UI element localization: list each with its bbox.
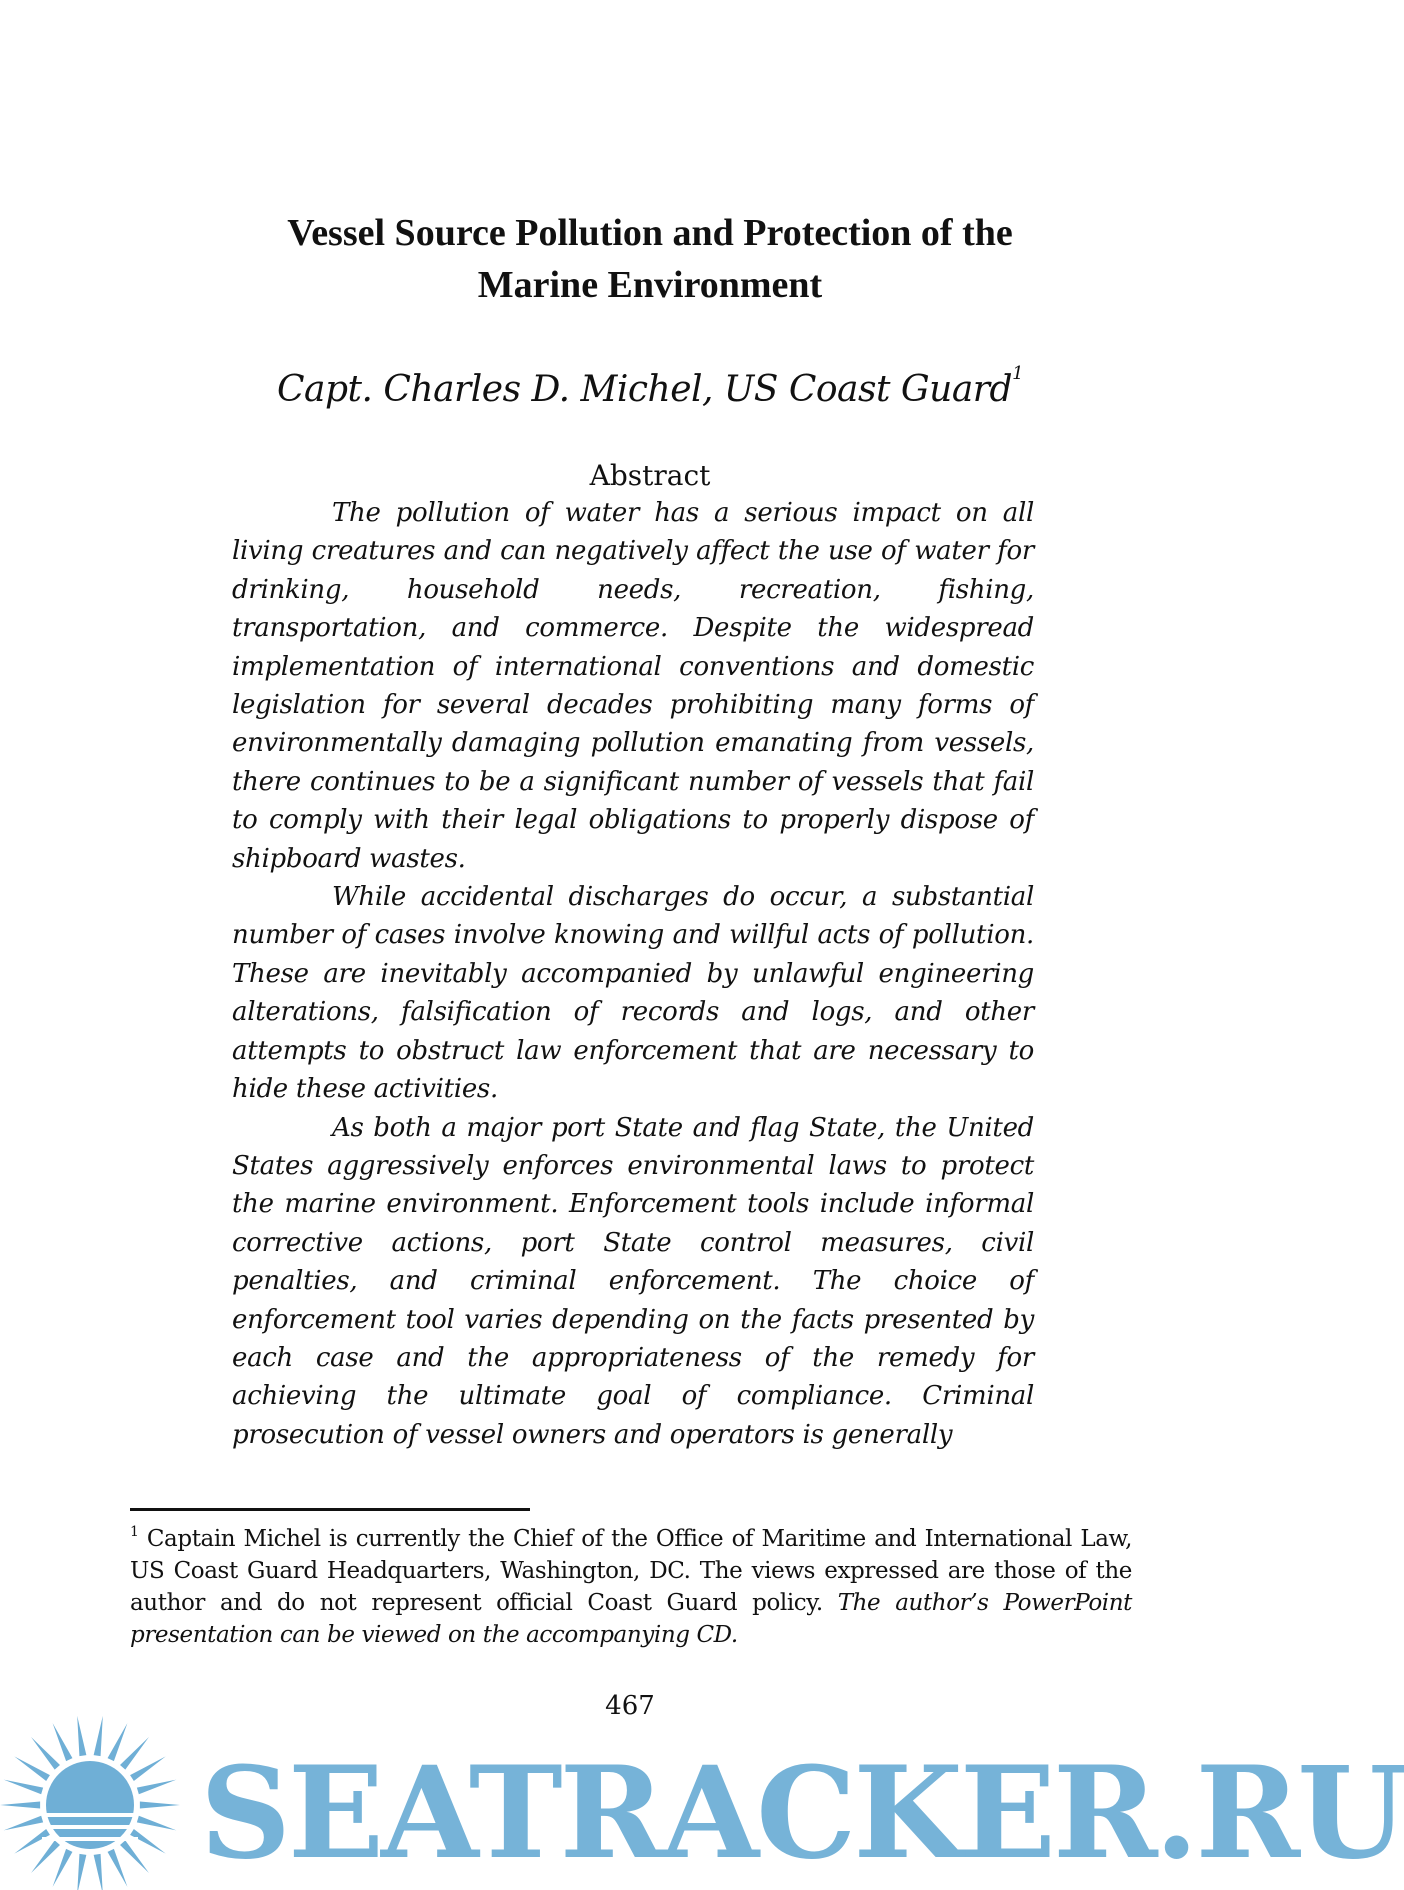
- footnote: [130, 1523, 1132, 1651]
- footnote-text: Captain Michel is currently the Chief of the Office of Maritime and International Law, US Coast Guard Headquarters, Washington, DC. The views expressed are those of the author and do not represent official Coast Guard policy.: [130, 1526, 1132, 1616]
- sun-core: [46, 1761, 134, 1849]
- page-number: 467: [605, 1691, 655, 1721]
- sun-horizon-line: [42, 1837, 138, 1841]
- author-byline: [240, 360, 1060, 420]
- footnote-separator: [130, 1508, 530, 1511]
- sun-horizon-line: [42, 1813, 138, 1817]
- author-name: Capt. Charles D. Michel, US Coast Guard: [276, 369, 1013, 410]
- abstract-paragraph: While accidental discharges do occur, a substantial number of cases involve knowing and willful acts of pollution. These are inevitably accompanied by unlawful engineering alterations, falsification of records and logs, and other attempts to obstruct law enforcement that are necessary to hide these activities.: [232, 882, 1034, 1105]
- paper-title: [240, 207, 1060, 311]
- footnote-italic-text: The author’s PowerPoint presentation can be viewed on the accompanying CD.: [130, 1590, 1132, 1648]
- sun-icon: [0, 1716, 180, 1890]
- watermark-text: SEATRACKER.RU: [200, 1739, 1404, 1887]
- abstract-paragraph: The pollution of water has a serious impact on all living creatures and can negatively affect the use of water for drinking, household needs, recreation, fishing, transportation, and commerce. Despite the widespread implementation of international conventions and domestic legislation for several decades prohibiting many forms of environmentally damaging pollution emanating from vessels, there continues to be a significant number of vessels that fail to comply with their legal obligations to properly dispose of shipboard wastes.: [232, 498, 1034, 874]
- footnote-number: 1: [130, 1524, 139, 1540]
- author-footnote-mark: 1: [1012, 363, 1024, 384]
- abstract-paragraph: As both a major port State and flag State, the United States aggressively enforces environmental laws to protect the marine environment. Enforcement tools include informal corrective actions, port State control measures, civil penalties, and criminal enforcement. The choice of enforcement tool varies depending on the facts presented by each case and the appropriateness of the remedy for achieving the ultimate goal of compliance. Criminal prosecution of vessel owners and operators is generally: [232, 1112, 1034, 1450]
- abstract-body: [232, 494, 1034, 1454]
- sun-horizon-line: [42, 1825, 138, 1829]
- paper-title-line-1: Vessel Source Pollution and Protection of the: [287, 212, 1013, 254]
- abstract-heading: Abstract: [589, 459, 711, 492]
- paper-title-line-2: Marine Environment: [477, 264, 823, 306]
